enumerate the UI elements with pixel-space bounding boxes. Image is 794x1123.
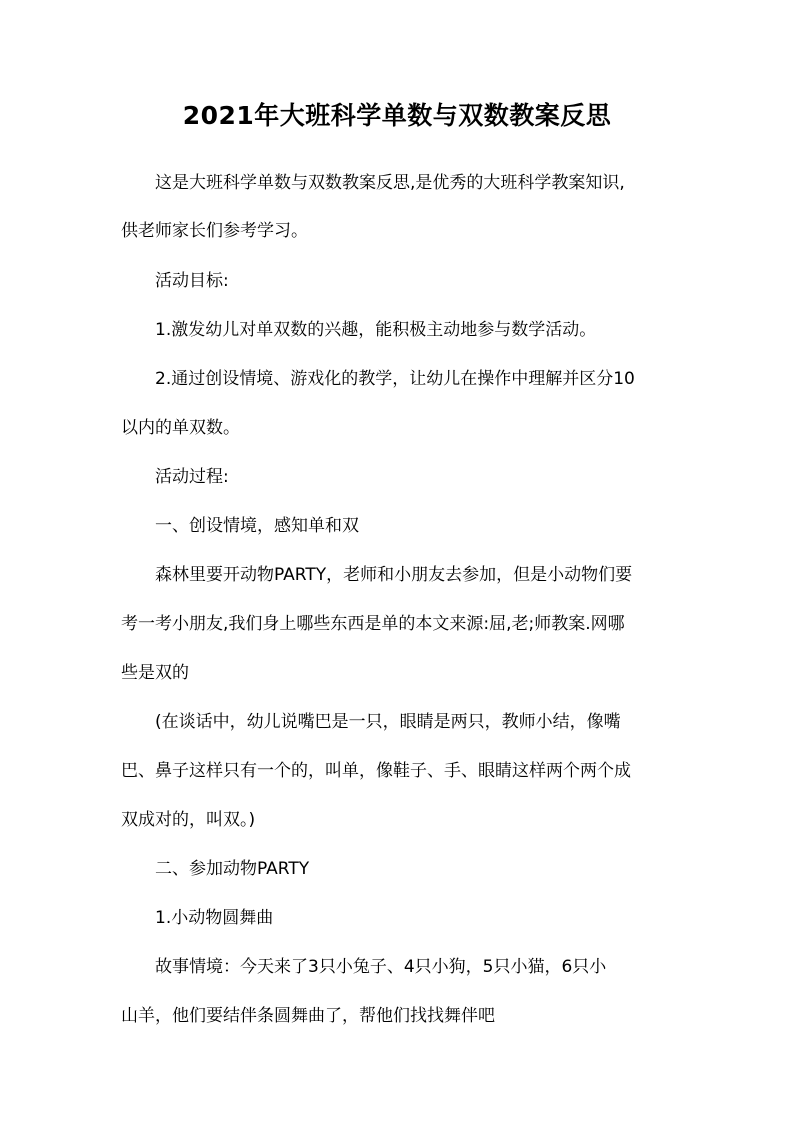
paragraph-line: 这是大班科学单数与双数教案反思,是优秀的大班科学教案知识, — [155, 173, 625, 193]
paragraph-line: 森林里要开动物PARTY，老师和小朋友去参加，但是小动物们要 — [155, 565, 633, 585]
paragraph-line: 故事情境：今天来了3只小兔子、4只小狗，5只小猫，6只小 — [155, 957, 607, 977]
paragraph-line: 些是双的 — [121, 663, 189, 683]
paragraph-line: 以内的单双数。 — [121, 418, 240, 438]
paragraph-line: 1.激发幼儿对单双数的兴趣，能积极主动地参与数学活动。 — [155, 320, 597, 340]
paragraph-line: (在谈话中，幼儿说嘴巴是一只，眼睛是两只，教师小结，像嘴 — [155, 712, 621, 732]
section-heading: 二、参加动物PARTY — [155, 859, 310, 879]
paragraph-line: 山羊，他们要结伴条圆舞曲了，帮他们找找舞伴吧 — [121, 1006, 495, 1026]
section-heading: 1.小动物圆舞曲 — [155, 908, 274, 928]
paragraph-line: 2.通过创设情境、游戏化的教学，让幼儿在操作中理解并区分10 — [155, 369, 635, 389]
paragraph-line: 供老师家长们参考学习。 — [121, 221, 308, 241]
paragraph-line: 巴、鼻子这样只有一个的，叫单，像鞋子、手、眼睛这样两个两个成 — [121, 761, 631, 781]
paragraph-line: 考一考小朋友,我们身上哪些东西是单的本文来源:屈,老;师教案.网哪 — [121, 614, 625, 634]
document-title: 2021年大班科学单数与双数教案反思 — [182, 101, 612, 130]
section-heading: 活动过程: — [155, 467, 229, 487]
section-heading: 活动目标: — [155, 271, 229, 291]
paragraph-line: 双成对的，叫双。) — [121, 810, 256, 830]
section-heading: 一、创设情境，感知单和双 — [155, 516, 359, 536]
